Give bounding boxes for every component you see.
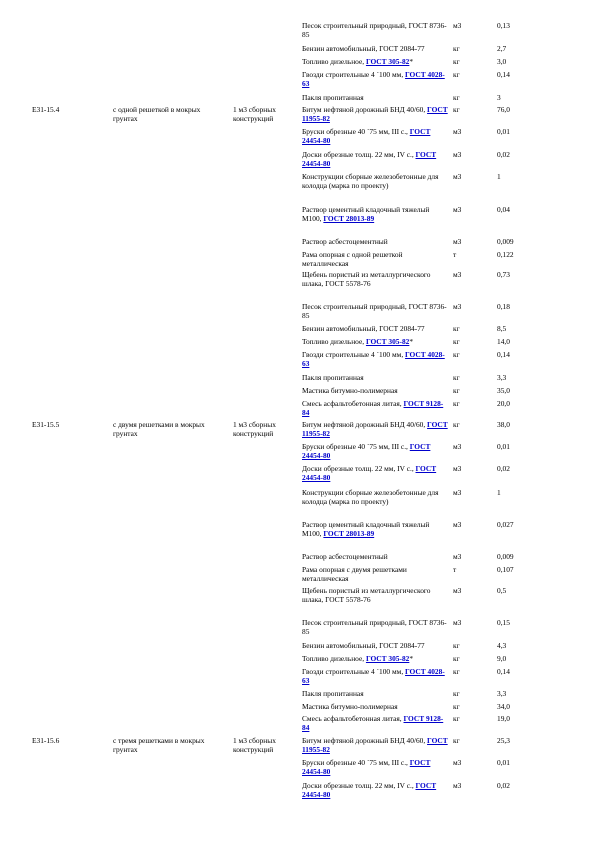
quantity: 0,14 xyxy=(497,70,510,79)
material-name-text: Топливо дизельное, xyxy=(302,654,366,663)
material-name xyxy=(302,520,448,538)
material-name-text: Раствор цементный кладочный тяжелый М100, xyxy=(302,520,430,538)
measure-unit: кг xyxy=(453,70,460,79)
measure-unit: кг xyxy=(453,420,460,429)
material-name: Конструкции сборные железобетонные для колодца (марка по проекту) xyxy=(302,172,439,190)
material-name: Бензин автомобильный, ГОСТ 2084-77 xyxy=(302,641,425,650)
quantity: 0,13 xyxy=(497,21,510,30)
material-name-text: Бруски обрезные 40 `75 мм, III с., xyxy=(302,442,410,451)
material-name xyxy=(302,667,448,685)
gost-link[interactable]: ГОСТ 4028-63 xyxy=(302,70,445,88)
material-name: Песок строительный природный, ГОСТ 8736-85 xyxy=(302,302,447,320)
measure-unit: м3 xyxy=(453,150,462,159)
measure-unit: м3 xyxy=(453,464,462,473)
quantity: 0,01 xyxy=(497,758,510,767)
material-name: Раствор асбестоцементный xyxy=(302,552,388,561)
quantity: 76,0 xyxy=(497,105,510,114)
measure-unit: кг xyxy=(453,337,460,346)
gost-link[interactable]: ГОСТ 305-82 xyxy=(365,337,410,346)
measure-unit: кг xyxy=(453,324,460,333)
measure-unit: м3 xyxy=(453,442,462,451)
measure-unit: м3 xyxy=(453,758,462,767)
material-name: Пакля пропитанная xyxy=(302,689,364,698)
quantity: 0,73 xyxy=(497,270,510,279)
quantity: 0,5 xyxy=(497,586,507,595)
measure-unit: м3 xyxy=(453,520,462,529)
quantity: 0,14 xyxy=(497,350,510,359)
quantity: 0,122 xyxy=(497,250,514,259)
material-name xyxy=(302,105,448,123)
measure-unit: кг xyxy=(453,654,460,663)
material-name xyxy=(302,758,448,776)
material-name: Пакля пропитанная xyxy=(302,373,364,382)
material-name xyxy=(302,736,448,754)
measure-unit: кг xyxy=(453,373,460,382)
measure-unit: м3 xyxy=(453,552,462,561)
material-name xyxy=(302,350,448,368)
quantity: 3,3 xyxy=(497,373,507,382)
quantity: 0,009 xyxy=(497,552,514,561)
quantity: 38,0 xyxy=(497,420,510,429)
quantity: 1 xyxy=(497,488,501,497)
quantity: 4,3 xyxy=(497,641,507,650)
item-unit: 1 м3 сборных конструкций xyxy=(233,420,276,438)
quantity: 0,02 xyxy=(497,150,510,159)
gost-link[interactable]: ГОСТ 9128-84 xyxy=(302,714,444,732)
material-name xyxy=(302,464,448,482)
material-name-text: Доски обрезные толщ. 22 мм, IV с., xyxy=(302,781,416,790)
material-name-text: Топливо дизельное, xyxy=(302,57,366,66)
measure-unit: м3 xyxy=(453,488,462,497)
gost-link[interactable]: ГОСТ 305-82 xyxy=(365,654,410,663)
material-name: Мастика битумно-полимерная xyxy=(302,386,398,395)
material-name xyxy=(302,150,448,168)
item-description: с двумя решетками в мокрых грунтах xyxy=(113,420,205,438)
measure-unit: м3 xyxy=(453,781,462,790)
gost-link[interactable]: ГОСТ 24454-80 xyxy=(302,758,431,776)
quantity: 34,0 xyxy=(497,702,510,711)
measure-unit: кг xyxy=(453,44,460,53)
material-name-text: Битум нефтяной дорожный БНД 40/60, xyxy=(302,736,428,745)
measure-unit: т xyxy=(453,565,457,574)
gost-link[interactable]: ГОСТ 305-82 xyxy=(365,57,410,66)
material-name-text: Доски обрезные толщ. 22 мм, IV с., xyxy=(302,150,416,159)
quantity: 9,0 xyxy=(497,654,507,663)
gost-link[interactable]: ГОСТ 24454-80 xyxy=(302,442,431,460)
gost-link[interactable]: ГОСТ 11955-82 xyxy=(302,736,448,754)
quantity: 0,009 xyxy=(497,237,514,246)
gost-link[interactable]: ГОСТ 9128-84 xyxy=(302,399,444,417)
material-name-text: Битум нефтяной дорожный БНД 40/60, xyxy=(302,420,428,429)
measure-unit: м3 xyxy=(453,21,462,30)
measure-unit: м3 xyxy=(453,586,462,595)
quantity: 0,107 xyxy=(497,565,514,574)
material-name-text: Гвозди строительные 4 `100 мм, xyxy=(302,70,406,79)
material-name xyxy=(302,420,448,438)
measure-unit: м3 xyxy=(453,205,462,214)
gost-link[interactable]: ГОСТ 4028-63 xyxy=(302,667,445,685)
material-name: Рама опорная с двумя решетками металлическая xyxy=(302,565,407,583)
material-name: Песок строительный природный, ГОСТ 8736-85 xyxy=(302,618,447,636)
measure-unit: кг xyxy=(453,105,460,114)
material-name: Бензин автомобильный, ГОСТ 2084-77 xyxy=(302,324,425,333)
quantity: 0,04 xyxy=(497,205,510,214)
item-code: Е31-15.5 xyxy=(32,420,60,429)
gost-link[interactable]: ГОСТ 24454-80 xyxy=(302,781,437,799)
quantity: 19,0 xyxy=(497,714,510,723)
quantity: 3,3 xyxy=(497,689,507,698)
material-name: Песок строительный природный, ГОСТ 8736-85 xyxy=(302,21,447,39)
gost-link[interactable]: ГОСТ 11955-82 xyxy=(302,420,448,438)
item-unit: 1 м3 сборных конструкций xyxy=(233,105,276,123)
material-name xyxy=(302,57,448,66)
measure-unit: м3 xyxy=(453,237,462,246)
material-name xyxy=(302,399,448,417)
material-name: Мастика битумно-полимерная xyxy=(302,702,398,711)
material-name xyxy=(302,714,448,732)
measure-unit: кг xyxy=(453,667,460,676)
quantity: 35,0 xyxy=(497,386,510,395)
material-name-text: Смесь асфальтобетонная литая, xyxy=(302,399,404,408)
quantity: 0,01 xyxy=(497,442,510,451)
measure-unit: кг xyxy=(453,350,460,359)
quantity: 25,3 xyxy=(497,736,510,745)
quantity: 1 xyxy=(497,172,501,181)
measure-unit: кг xyxy=(453,689,460,698)
quantity: 0,14 xyxy=(497,667,510,676)
material-name-text: Топливо дизельное, xyxy=(302,337,366,346)
measure-unit: кг xyxy=(453,702,460,711)
material-name xyxy=(302,337,448,346)
material-name: Бензин автомобильный, ГОСТ 2084-77 xyxy=(302,44,425,53)
material-name xyxy=(302,781,448,799)
material-name xyxy=(302,442,448,460)
gost-link[interactable]: ГОСТ 11955-82 xyxy=(302,105,448,123)
material-name: Пакля пропитанная xyxy=(302,93,364,102)
measure-unit: м3 xyxy=(453,127,462,136)
material-name xyxy=(302,70,448,88)
material-name: Конструкции сборные железобетонные для колодца (марка по проекту) xyxy=(302,488,439,506)
measure-unit: кг xyxy=(453,57,460,66)
measure-unit: кг xyxy=(453,93,460,102)
measure-unit: кг xyxy=(453,386,460,395)
gost-link[interactable]: ГОСТ 24454-80 xyxy=(302,150,437,168)
material-name-text: Гвозди строительные 4 `100 мм, xyxy=(302,350,406,359)
material-name-suffix: * xyxy=(409,654,414,663)
quantity: 0,02 xyxy=(497,464,510,473)
item-code: Е31-15.4 xyxy=(32,105,60,114)
measure-unit: м3 xyxy=(453,302,462,311)
quantity: 0,15 xyxy=(497,618,510,627)
gost-link[interactable]: ГОСТ 28013-89 xyxy=(323,529,375,538)
material-name-text: Доски обрезные толщ. 22 мм, IV с., xyxy=(302,464,416,473)
item-description: с одной решеткой в мокрых грунтах xyxy=(113,105,201,123)
material-name: Щебень пористый из металлургического шлака, ГОСТ 5578-76 xyxy=(302,270,431,288)
material-name-text: Раствор цементный кладочный тяжелый М100, xyxy=(302,205,430,223)
quantity: 8,5 xyxy=(497,324,507,333)
material-name xyxy=(302,127,448,145)
material-name-text: Битум нефтяной дорожный БНД 40/60, xyxy=(302,105,428,114)
quantity: 2,7 xyxy=(497,44,507,53)
measure-unit: т xyxy=(453,250,457,259)
material-name: Раствор асбестоцементный xyxy=(302,237,388,246)
quantity: 3 xyxy=(497,93,501,102)
material-name-suffix: * xyxy=(409,337,414,346)
material-name: Рама опорная с одной решеткой металлическая xyxy=(302,250,403,268)
measure-unit: м3 xyxy=(453,618,462,627)
gost-link[interactable]: ГОСТ 28013-89 xyxy=(323,214,375,223)
quantity: 0,01 xyxy=(497,127,510,136)
measure-unit: кг xyxy=(453,736,460,745)
measure-unit: кг xyxy=(453,714,460,723)
item-code: Е31-15.6 xyxy=(32,736,60,745)
gost-link[interactable]: ГОСТ 4028-63 xyxy=(302,350,445,368)
measure-unit: м3 xyxy=(453,172,462,181)
material-name xyxy=(302,654,448,663)
material-name: Щебень пористый из металлургического шлака, ГОСТ 5578-76 xyxy=(302,586,431,604)
material-name-text: Бруски обрезные 40 `75 мм, III с., xyxy=(302,758,410,767)
quantity: 0,02 xyxy=(497,781,510,790)
measure-unit: м3 xyxy=(453,270,462,279)
material-name-suffix: * xyxy=(409,57,414,66)
quantity: 20,0 xyxy=(497,399,510,408)
material-name-text: Гвозди строительные 4 `100 мм, xyxy=(302,667,406,676)
quantity: 14,0 xyxy=(497,337,510,346)
quantity: 3,0 xyxy=(497,57,507,66)
gost-link[interactable]: ГОСТ 24454-80 xyxy=(302,127,431,145)
quantity: 0,18 xyxy=(497,302,510,311)
measure-unit: кг xyxy=(453,399,460,408)
quantity: 0,027 xyxy=(497,520,514,529)
item-description: с тремя решетками в мокрых грунтах xyxy=(113,736,205,754)
item-unit: 1 м3 сборных конструкций xyxy=(233,736,276,754)
measure-unit: кг xyxy=(453,641,460,650)
material-name-text: Бруски обрезные 40 `75 мм, III с., xyxy=(302,127,410,136)
material-name-text: Смесь асфальтобетонная литая, xyxy=(302,714,404,723)
material-name xyxy=(302,205,448,223)
gost-link[interactable]: ГОСТ 24454-80 xyxy=(302,464,437,482)
